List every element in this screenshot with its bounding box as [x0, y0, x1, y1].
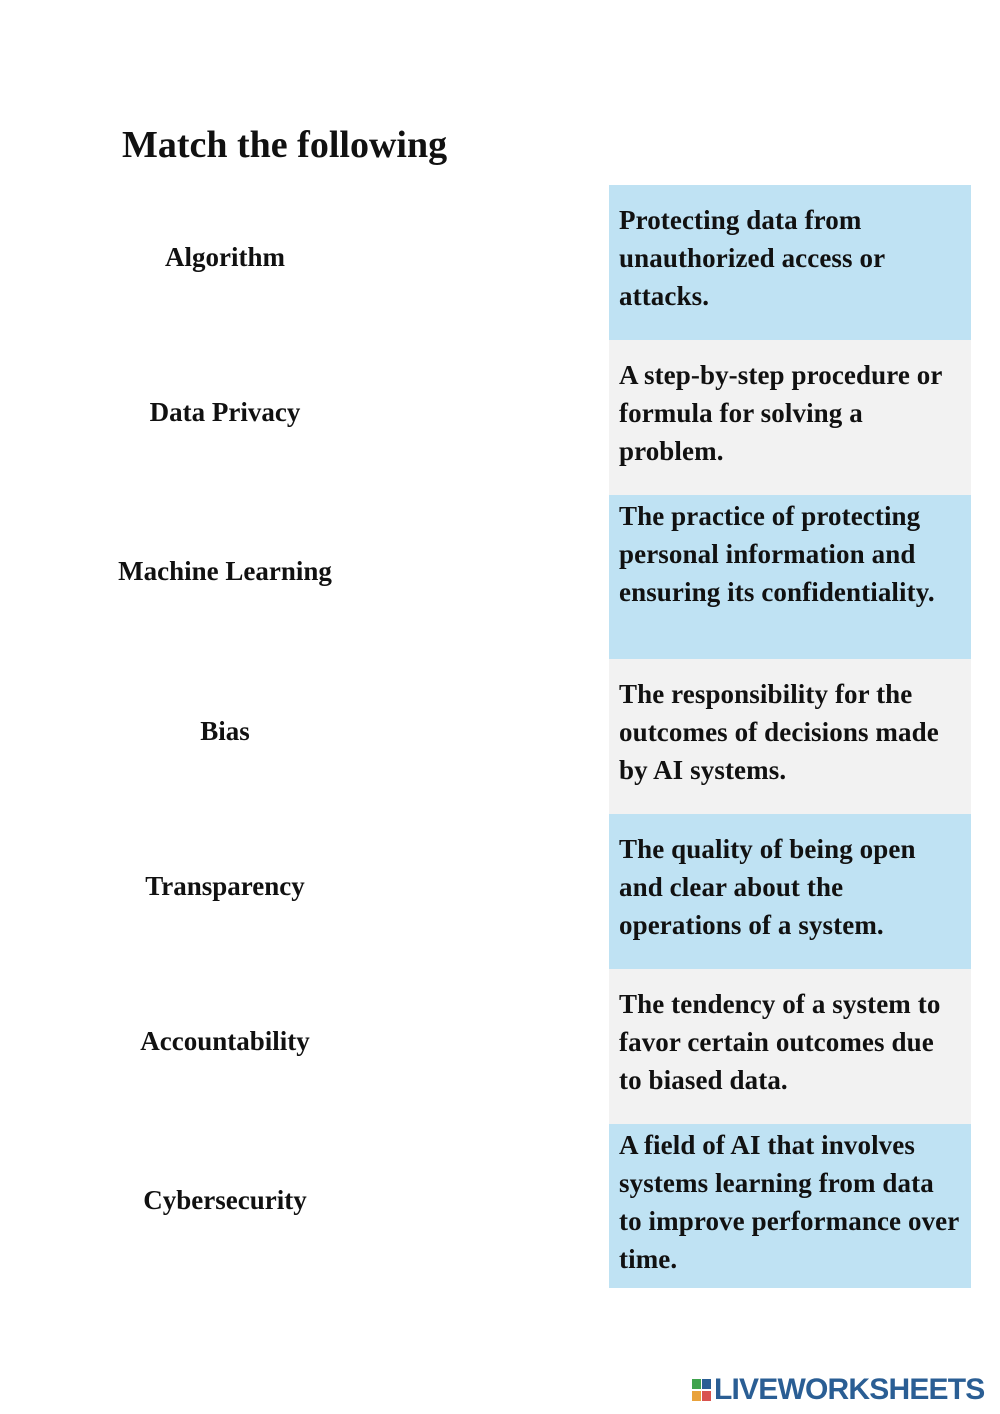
definition-box[interactable]: Protecting data from unauthorized access or attacks. — [609, 185, 971, 340]
term-accountability[interactable]: Accountability — [140, 1026, 310, 1056]
definition-box[interactable]: A step-by-step procedure or formula for solving a problem. — [609, 340, 971, 495]
definition-box[interactable]: The practice of protecting personal information and ensuring its confidentiality. — [609, 495, 971, 659]
logo-text: LIVEWORKSHEETS — [714, 1373, 985, 1406]
term-bias[interactable]: Bias — [200, 716, 250, 746]
definition-box[interactable]: The tendency of a system to favor certain outcomes due to biased data. — [609, 969, 971, 1124]
term-machine-learning[interactable]: Machine Learning — [118, 556, 332, 586]
definition-box[interactable]: A field of AI that involves systems learning from data to improve performance over time. — [609, 1124, 971, 1288]
term-transparency[interactable]: Transparency — [145, 871, 305, 901]
definition-box[interactable]: The responsibility for the outcomes of decisions made by AI systems. — [609, 659, 971, 814]
liveworksheets-logo — [692, 1374, 985, 1406]
term-data-privacy[interactable]: Data Privacy — [149, 397, 301, 427]
liveworksheets-mark-icon — [692, 1377, 712, 1403]
page-title: Match the following — [122, 124, 448, 166]
term-cybersecurity[interactable]: Cybersecurity — [143, 1185, 307, 1215]
term-algorithm[interactable]: Algorithm — [165, 242, 285, 272]
definition-box[interactable]: The quality of being open and clear about the operations of a system. — [609, 814, 971, 969]
